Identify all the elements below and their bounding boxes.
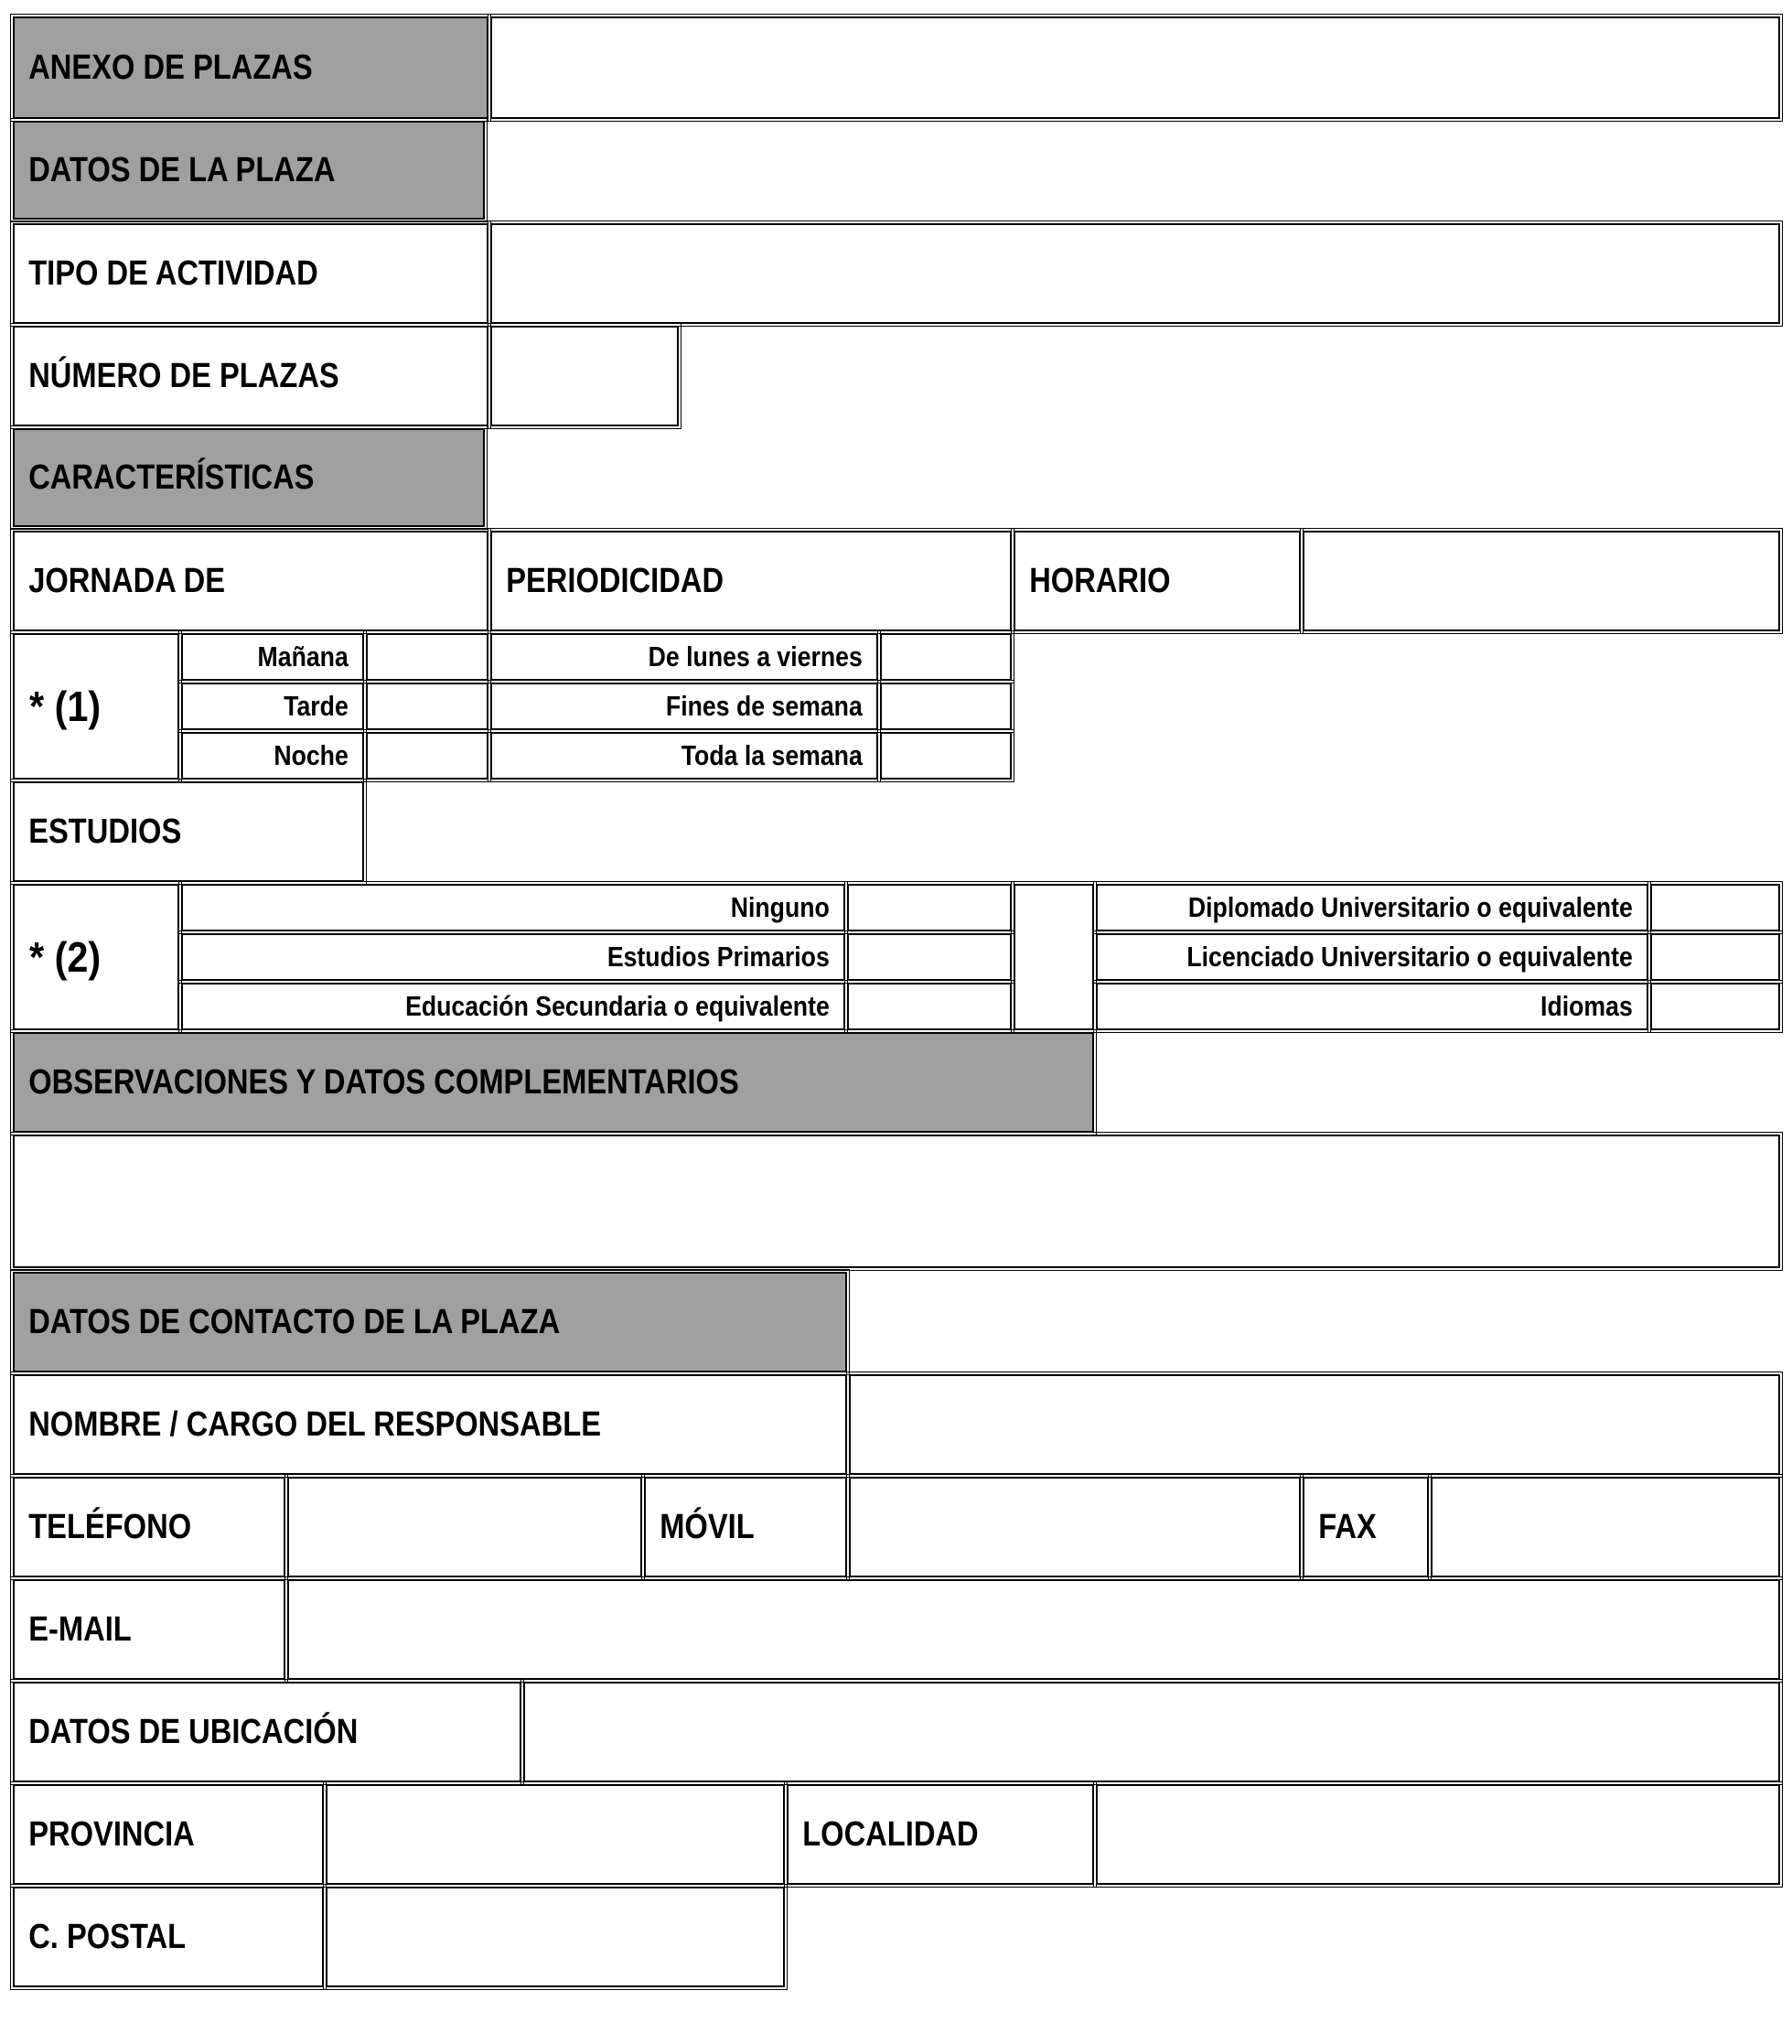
- email-label: E-MAIL: [28, 1609, 132, 1649]
- horario-label: HORARIO: [1029, 561, 1171, 600]
- nombre-cargo-label: NOMBRE / CARGO DEL RESPONSABLE: [28, 1404, 602, 1444]
- periodicidad-lunes-checkbox[interactable]: [880, 633, 1012, 681]
- observaciones-title: OBSERVACIONES Y DATOS COMPLEMENTARIOS: [28, 1062, 739, 1102]
- estudios-label: ESTUDIOS: [28, 812, 182, 851]
- jornada-manana-checkbox[interactable]: [366, 633, 488, 681]
- jornada-tarde-checkbox[interactable]: [366, 683, 488, 730]
- numero-plazas-input[interactable]: [490, 326, 679, 426]
- estudios-licenciado-checkbox[interactable]: [1650, 933, 1780, 981]
- jornada-option-noche: Noche: [274, 739, 349, 771]
- periodicidad-option-toda: Toda la semana: [681, 739, 863, 771]
- tipo-actividad-label: TIPO DE ACTIVIDAD: [28, 253, 318, 293]
- provincia-input[interactable]: [326, 1784, 785, 1885]
- horario-input[interactable]: [1303, 531, 1780, 631]
- estudios-diplomado-checkbox[interactable]: [1650, 884, 1780, 931]
- periodicidad-toda-checkbox[interactable]: [880, 732, 1012, 780]
- estudios-option-secundaria: Educación Secundaria o equivalente: [405, 990, 830, 1022]
- periodicidad-label: PERIODICIDAD: [506, 561, 724, 600]
- nombre-cargo-input[interactable]: [849, 1374, 1780, 1475]
- periodicidad-option-lunes: De lunes a viernes: [648, 640, 863, 672]
- jornada-noche-checkbox[interactable]: [366, 732, 488, 780]
- provincia-label: PROVINCIA: [28, 1814, 195, 1854]
- estudios-option-idiomas: Idiomas: [1540, 990, 1633, 1022]
- periodicidad-fines-checkbox[interactable]: [880, 683, 1012, 730]
- datos-plaza-title: DATOS DE LA PLAZA: [28, 150, 336, 189]
- localidad-label: LOCALIDAD: [802, 1814, 979, 1854]
- ubicacion-input[interactable]: [523, 1682, 1780, 1782]
- movil-label: MÓVIL: [660, 1507, 755, 1546]
- anexo-title: ANEXO DE PLAZAS: [28, 48, 313, 87]
- periodicidad-option-fines: Fines de semana: [665, 690, 863, 722]
- cpostal-input[interactable]: [326, 1887, 785, 1987]
- estudios-option-ninguno: Ninguno: [730, 891, 830, 923]
- estudios-option-diplomado: Diplomado Universitario o equivalente: [1187, 891, 1633, 923]
- jornada-option-manana: Mañana: [257, 640, 349, 672]
- anexo-input[interactable]: [490, 16, 1780, 119]
- tipo-actividad-input[interactable]: [490, 223, 1780, 324]
- ubicacion-label: DATOS DE UBICACIÓN: [28, 1712, 359, 1751]
- jornada-label: JORNADA DE: [28, 561, 226, 600]
- localidad-input[interactable]: [1096, 1784, 1780, 1885]
- estudios-spacer-cell: [1014, 884, 1094, 1030]
- telefono-input[interactable]: [287, 1477, 642, 1577]
- fax-input[interactable]: [1431, 1477, 1780, 1577]
- jornada-option-tarde: Tarde: [284, 690, 349, 722]
- estudios-secundaria-checkbox[interactable]: [847, 983, 1012, 1030]
- estudios-idiomas-checkbox[interactable]: [1650, 983, 1780, 1030]
- fax-label: FAX: [1318, 1507, 1377, 1546]
- caracteristicas-title: CARACTERÍSTICAS: [28, 457, 315, 497]
- estudios-option-licenciado: Licenciado Universitario o equivalente: [1186, 941, 1633, 973]
- note1-label: * (1): [29, 683, 102, 730]
- contacto-title: DATOS DE CONTACTO DE LA PLAZA: [28, 1302, 561, 1341]
- note2-label: * (2): [29, 933, 102, 981]
- email-input[interactable]: [287, 1579, 1780, 1680]
- estudios-option-primarios: Estudios Primarios: [606, 941, 830, 973]
- cpostal-label: C. POSTAL: [28, 1917, 187, 1956]
- observaciones-textarea[interactable]: [13, 1135, 1780, 1268]
- estudios-ninguno-checkbox[interactable]: [847, 884, 1012, 931]
- estudios-primarios-checkbox[interactable]: [847, 933, 1012, 981]
- telefono-label: TELÉFONO: [28, 1507, 192, 1546]
- numero-plazas-label: NÚMERO DE PLAZAS: [28, 356, 339, 395]
- movil-input[interactable]: [849, 1477, 1301, 1577]
